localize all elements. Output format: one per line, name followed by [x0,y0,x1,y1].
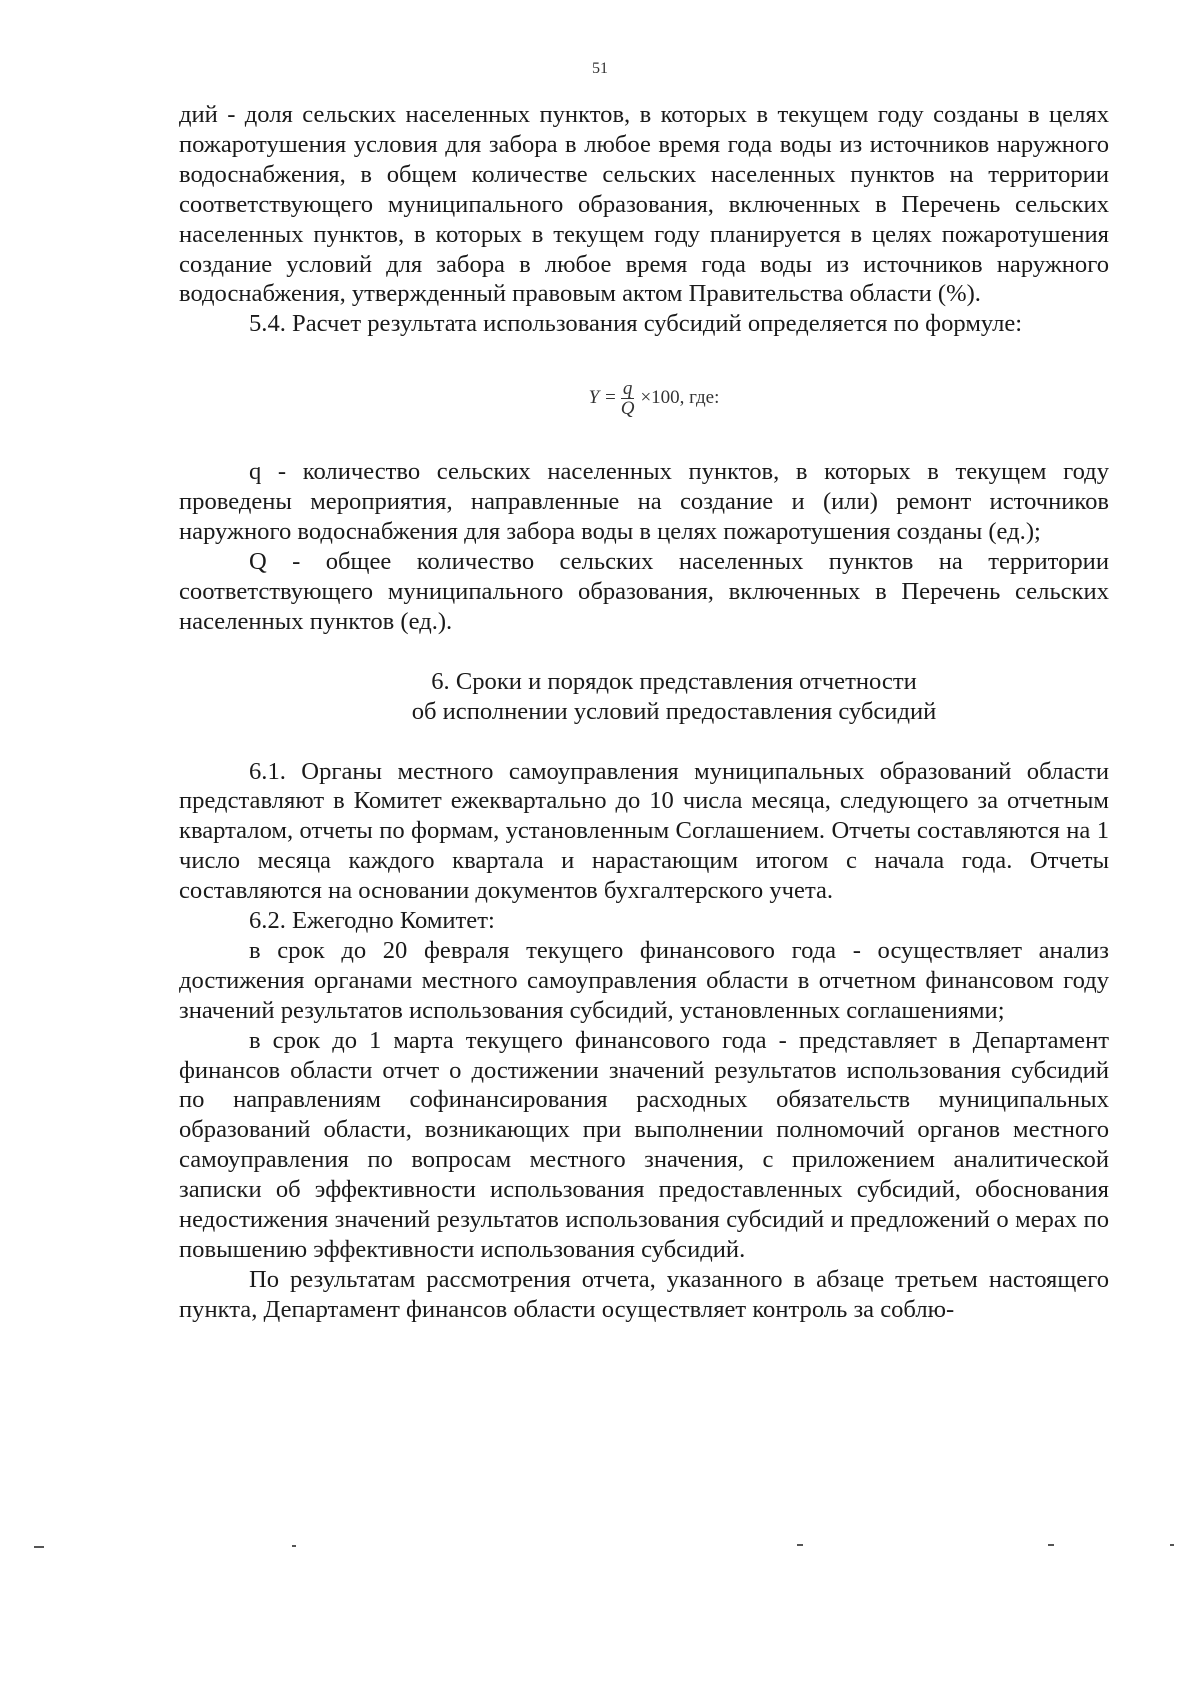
formula [179,339,1109,457]
scan-artifact-mark [797,1544,803,1546]
paragraph-6-2: 6.2. Ежегодно Комитет: [249,907,495,935]
formula-rhs: ×100, где: [640,387,720,409]
paragraph-Q-definition: Q - общее количество сельских населенных пунктов на территории соответствующего муниципального образования, включенных в Перечень сельских населенных пунктов (ед.). [179,547,1109,635]
scan-artifact-mark [1048,1544,1054,1546]
scan-artifact-mark [34,1546,44,1548]
section-title-line-1: 6. Сроки и порядок представления отчетности [431,667,917,695]
paragraph-deadline-feb-20: в срок до 20 февраля текущего финансового года - осуществляет анализ достижения органами местного самоуправления области в отчетном финансовом году значений результатов использования субсидий, установленных соглашениями; [179,936,1109,1024]
section-title [179,667,1109,727]
section-title-line-2: об исполнении условий предоставления субсидий [411,697,937,725]
formula-numerator: q [622,377,633,399]
formula-denominator: Q [620,397,635,419]
paragraph-5-4: 5.4. Расчет результата использования субсидий определяется по формуле: [249,310,1023,338]
formula-fraction [619,379,637,418]
scan-artifact-mark [292,1545,296,1547]
paragraph-dij-definition: дий - доля сельских населенных пунктов, в которых в текущем году созданы в целях пожаротушения условия для забора в любое время года воды из источников наружного водоснабжения, в общем количестве сельских населенных пунктов на территории соответствующего муниципального образования, включенных в Перечень сельских населенных пунктов, в которых в текущем году планируется в целях пожаротушения создание условий для забора в любое время года воды из источников наружного водоснабжения, утвержденный правовым актом Правительства области (%). [179,101,1109,308]
document-body [179,100,1109,1325]
paragraph-q-definition: q - количество сельских населенных пунктов, в которых в текущем году проведены мероприятия, направленные на создание и (или) ремонт источников наружного водоснабжения для забора воды в целях пожаротушения созданы (ед.); [179,458,1109,546]
scan-artifact-mark [1170,1544,1174,1546]
formula-lhs: Y = [588,387,617,409]
paragraph-report-review: По результатам рассмотрения отчета, указанного в абзаце третьем настоящего пункта, Департамент финансов области осуществляет контроль за соблю- [179,1265,1109,1323]
paragraph-deadline-mar-1: в срок до 1 марта текущего финансового года - представляет в Департамент финансов области отчет о достижении значений результатов использования субсидий по направлениям софинансирования расходных обязательств муниципальных образований области, возникающих при выполнении полномочий органов местного самоуправления по вопросам местного значения, с приложением аналитической записки об эффективности использования предоставленных субсидий, обоснования недостижения значений результатов использования субсидий и предложений о мерах по повышению эффективности использования субсидий. [179,1026,1109,1263]
paragraph-6-1: 6.1. Органы местного самоуправления муниципальных образований области представляют в Комитет ежеквартально до 10 числа месяца, следующего за отчетным кварталом, отчеты по формам, установленным Соглашением. Отчеты составляются на 1 число месяца каждого квартала и нарастающим итогом с начала года. Отчеты составляются на основании документов бухгалтерского учета. [179,757,1109,905]
page-number: 51 [592,60,608,77]
